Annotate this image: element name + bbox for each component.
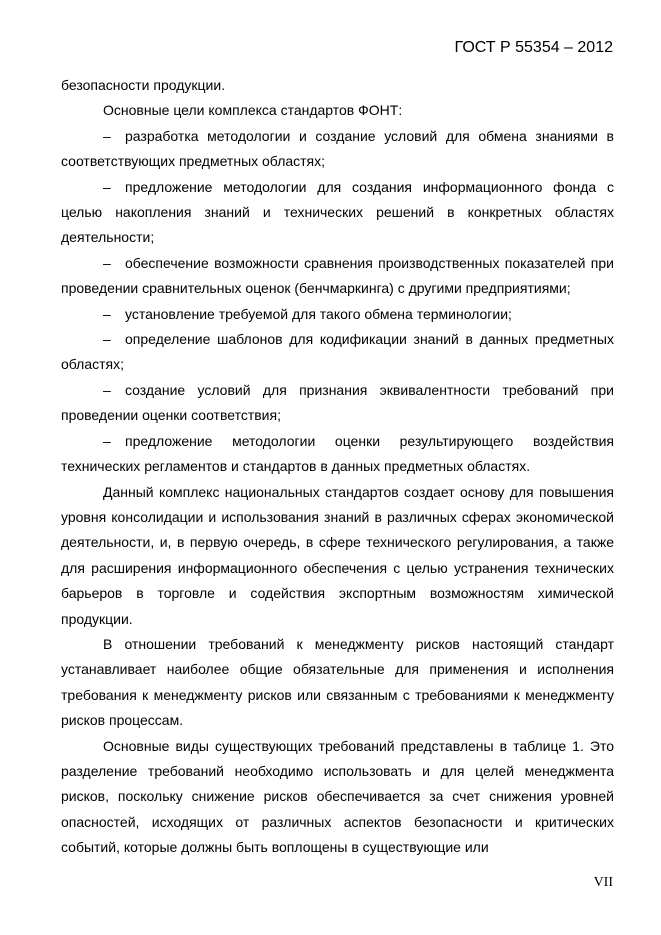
list-item-text: определение шаблонов для кодификации знаний в данных предметных областях; <box>61 331 614 373</box>
list-item <box>61 302 614 327</box>
dash-marker: – <box>103 305 111 322</box>
list-item-text: предложение методологии для создания информационного фонда с целью накопления знаний и технических решений в конкретных областях деятельности; <box>61 178 614 246</box>
list-item-text: разработка методологии и создание условий для обмена знаниями в соответствующих предметных областях; <box>61 127 614 170</box>
document-body <box>61 73 614 861</box>
paragraph-goals-intro: Основные цели комплекса стандартов ФОНТ: <box>103 102 403 119</box>
dash-marker: – <box>103 331 111 348</box>
page-number: VII <box>593 875 613 890</box>
dash-marker: – <box>103 127 111 144</box>
dash-marker: – <box>103 381 111 398</box>
dash-marker: – <box>103 254 111 271</box>
list-item-text: создание условий для признания эквивалентности требований при проведении оценки соответствия; <box>61 381 614 424</box>
list-item-text: предложение методологии оценки результирующего воздействия технических регламентов и стандартов в данных предметных областях. <box>61 432 614 475</box>
paragraph-continuation: безопасности продукции. <box>61 77 226 93</box>
list-item-text: обеспечение возможности сравнения производственных показателей при проведении сравнительных оценок (бенчмаркинга) с другими предприятиями; <box>61 254 614 297</box>
list-item <box>61 327 614 378</box>
dash-marker: – <box>103 178 111 195</box>
list-item <box>61 251 614 302</box>
list-item <box>61 429 614 480</box>
paragraph-risk-requirements: В отношении требований к менеджменту рисков настоящий стандарт устанавливает наиболее общие обязательные для применения и исполнения требования к менеджменту рисков или связанным с требованиями к менеджменту рисков процессам. <box>61 635 614 729</box>
paragraph-standards-basis: Данный комплекс национальных стандартов создает основу для повышения уровня консолидации и использования знаний в различных сферах экономической деятельности, и, в первую очередь, в сфере технического регулирования, а также для расширения информационного обеспечения с целью устранения технических барьеров в торговле и содействия экспортным возможностям химической продукции. <box>61 483 614 627</box>
paragraph-requirement-types: Основные виды существующих требований представлены в таблице 1. Это разделение требований необходимо использовать и для целей менеджмента рисков, поскольку снижение рисков обеспечивается за счет снижения уровней опасностей, исходящих от различных аспектов безопасности и критических событий, которые должны быть воплощены в существующие или <box>61 737 614 856</box>
list-item <box>61 378 614 429</box>
dash-marker: – <box>103 432 111 449</box>
list-item <box>61 175 614 251</box>
list-item <box>61 124 614 175</box>
list-item-text: установление требуемой для такого обмена терминологии; <box>125 305 512 322</box>
document-header: ГОСТ Р 55354 – 2012 <box>454 39 613 56</box>
